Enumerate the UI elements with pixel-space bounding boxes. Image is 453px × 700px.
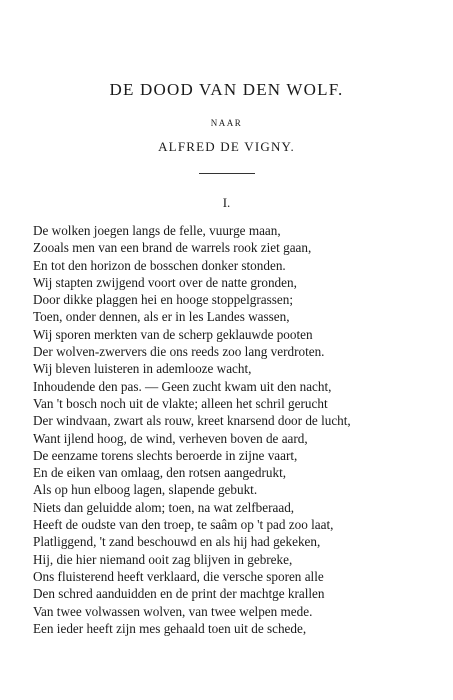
poem-line: Hij, die hier niemand ooit zag blijven in gebreke,: [33, 551, 293, 567]
poem-line: Wij sporen merkten van de scherp geklauwde pooten: [33, 326, 313, 342]
section-number: I.: [222, 195, 231, 210]
poem-line: Zooals men van een brand de warrels rook ziet gaan,: [33, 240, 312, 256]
poem-line: Want ijlend hoog, de wind, verheven boven de aard,: [33, 430, 308, 446]
poem-line: Wij stapten zwijgend voort over de natte gronden,: [33, 274, 297, 290]
divider-rule: [199, 173, 255, 174]
naar-label: NAAR: [210, 118, 243, 128]
poem-body: [33, 222, 428, 637]
poem-line: Toen, onder dennen, als er in les Landes wassen,: [33, 309, 290, 325]
poem-line: En tot den horizon de bosschen donker stonden.: [33, 257, 286, 273]
poem-line: Als op hun elboog lagen, slapende gebukt.: [33, 482, 258, 498]
poem-line: Inhoudende den pas. — Geen zucht kwam uit den nacht,: [33, 378, 332, 394]
poem-line: En de eiken van omlaag, den rotsen aangedrukt,: [33, 465, 287, 481]
poem-line: Heeft de oudste van den troep, te saâm op 't pad zoo laat,: [33, 517, 334, 533]
poem-line: Een ieder heeft zijn mes gehaald toen uit de schede,: [33, 620, 307, 636]
author-name: ALFRED DE VIGNY.: [158, 139, 295, 154]
poem-line: Van 't bosch noch uit de vlakte; alleen het schril gerucht: [33, 395, 328, 411]
poem-line: Platliggend, 't zand beschouwd en als hij had gekeken,: [33, 534, 321, 550]
poem-line: Van twee volwassen wolven, van twee welpen mede.: [33, 603, 313, 619]
poem-title: DE DOOD VAN DEN WOLF.: [109, 80, 344, 99]
poem-line: De eenzame torens slechts beroerde in zijne vaart,: [33, 447, 298, 463]
poem-line: Ons fluisterend heeft verklaard, die versche sporen alle: [33, 568, 324, 584]
poem-line: De wolken joegen langs de felle, vuurge maan,: [33, 223, 281, 238]
poem-line: Der windvaan, zwart als rouw, kreet knarsend door de lucht,: [33, 413, 351, 429]
poem-line: Niets dan geluidde alom; toen, na wat zelfberaad,: [33, 499, 295, 515]
poem-line: Der wolven-zwervers die ons reeds zoo lang verdroten.: [33, 344, 325, 360]
poem-line: Door dikke plaggen hei en hooge stoppelgrassen;: [33, 292, 294, 308]
poem-line: Den schred aanduidden en de print der machtge krallen: [33, 586, 325, 602]
poem-line: Wij bleven luisteren in ademlooze wacht,: [33, 361, 252, 377]
